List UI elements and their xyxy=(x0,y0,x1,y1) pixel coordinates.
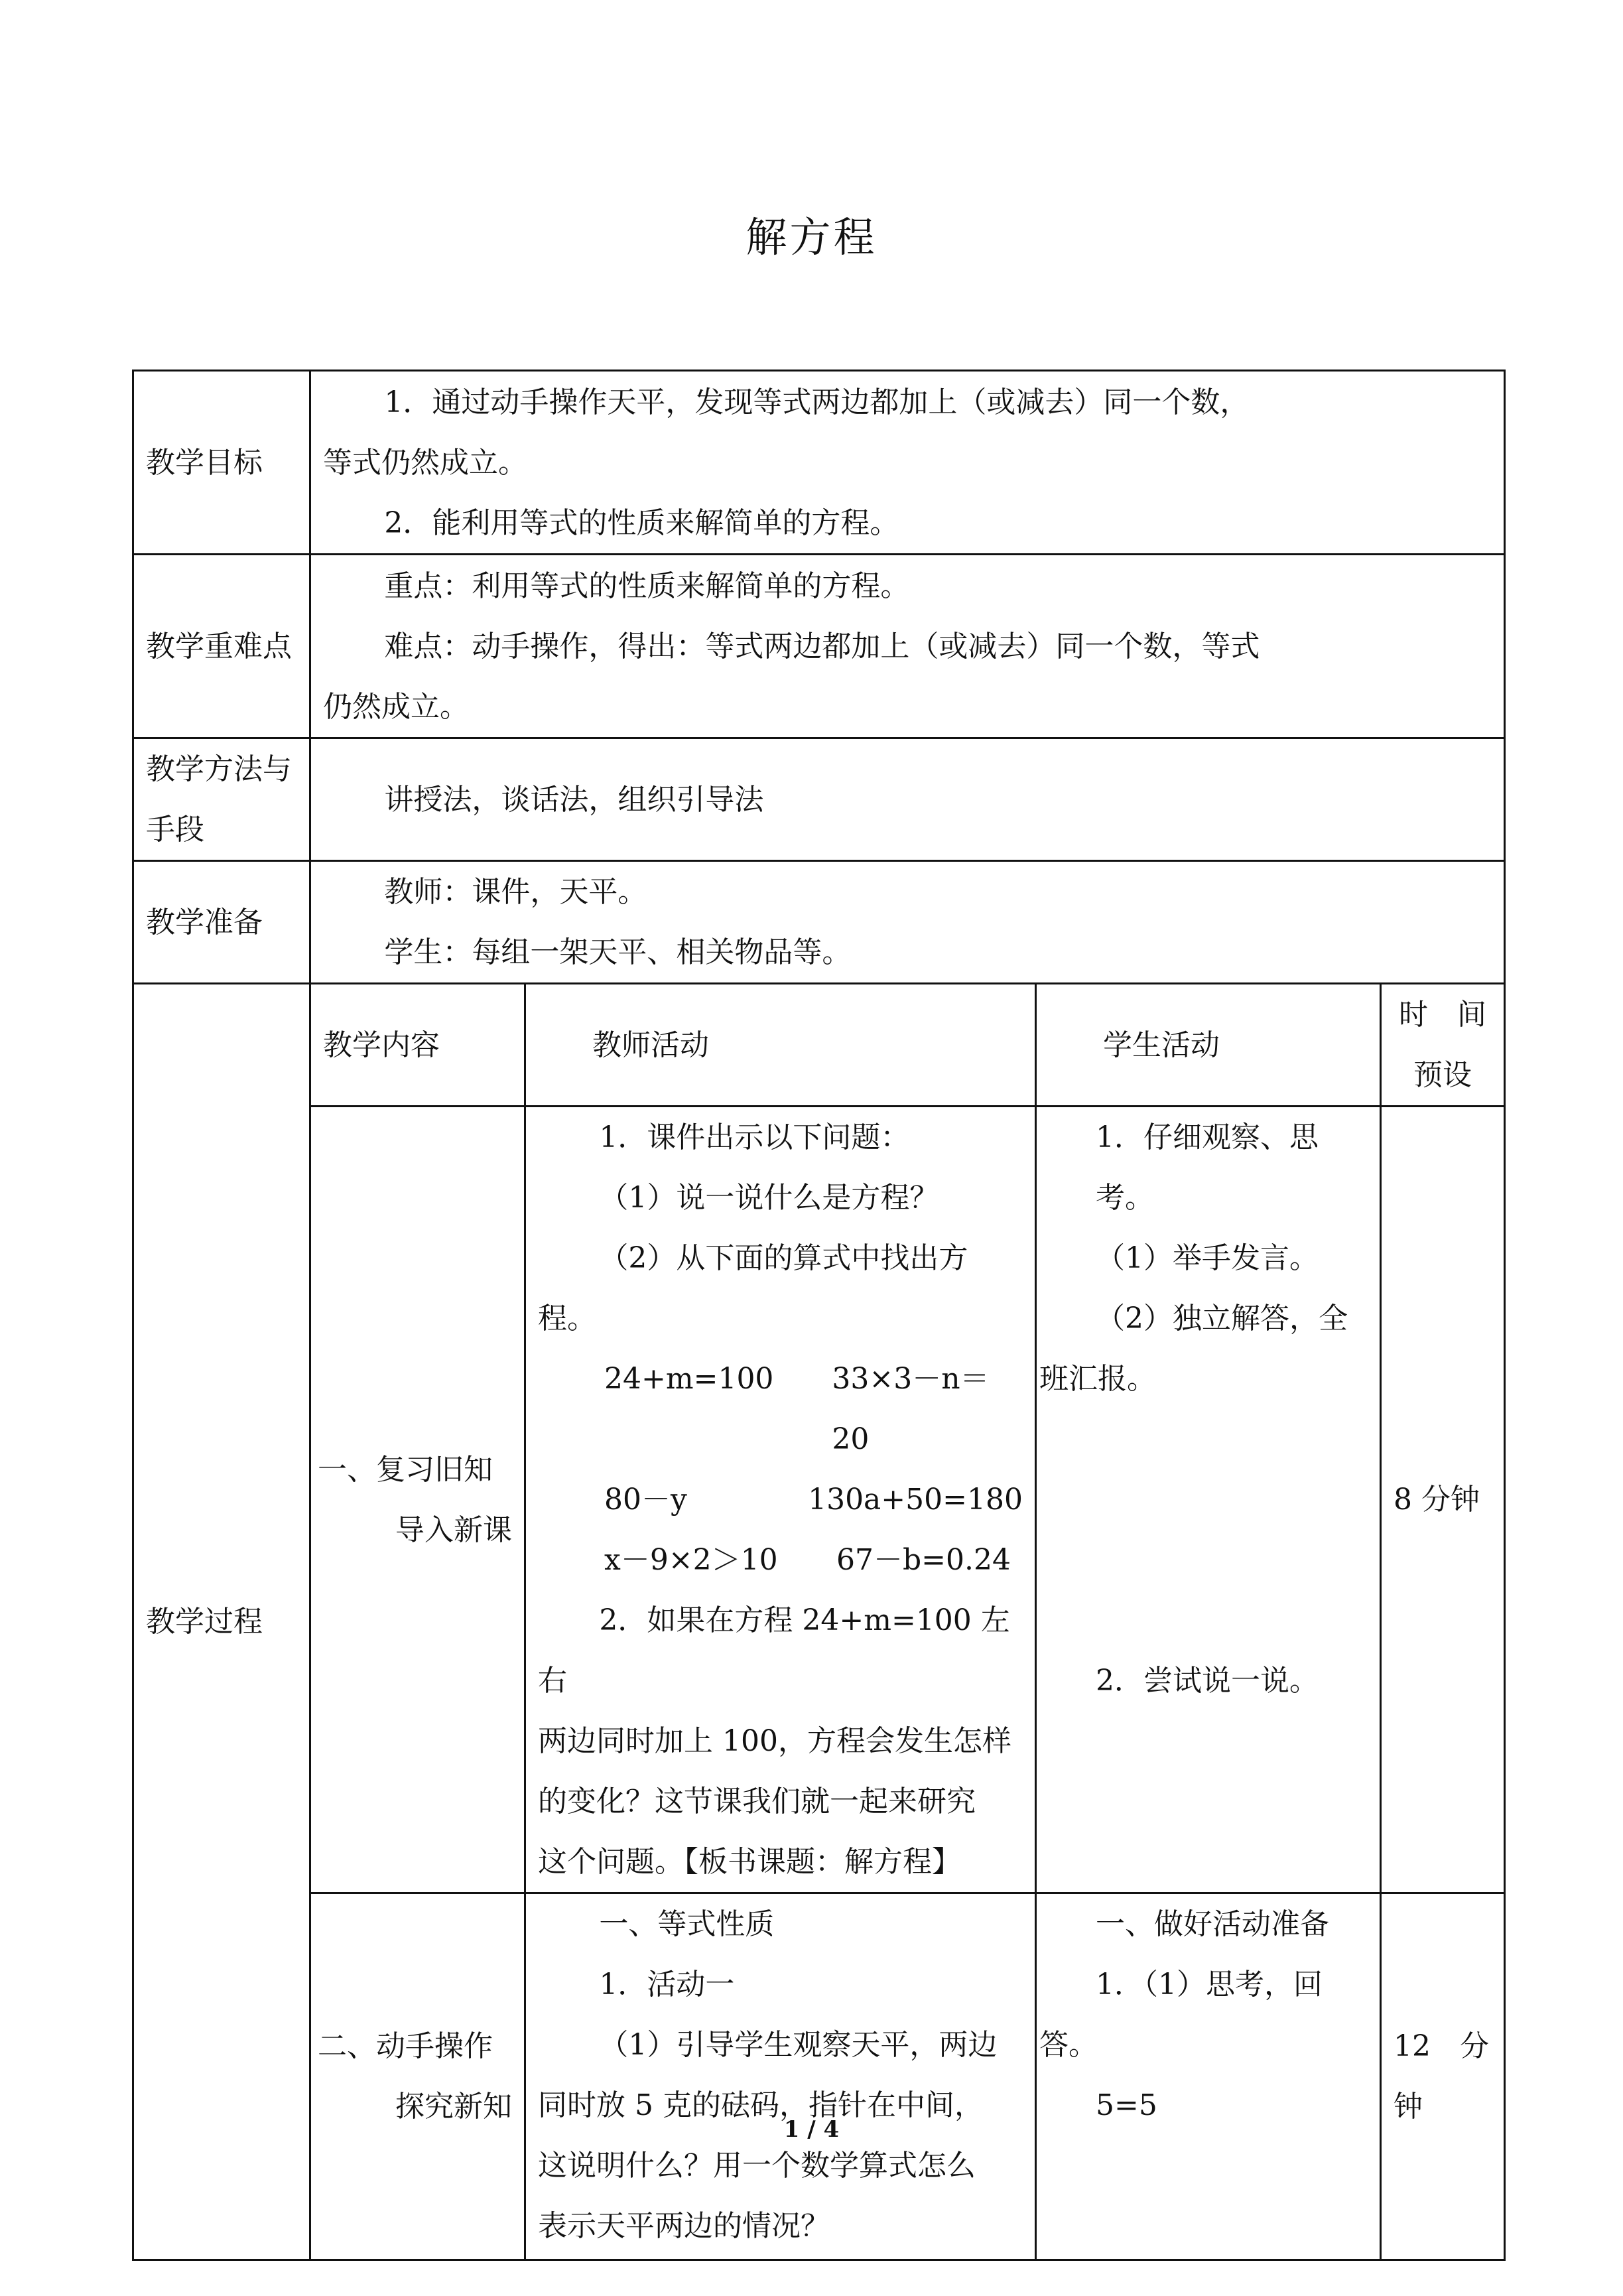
process-header-row xyxy=(133,984,1505,1107)
teacher-line: 这说明什么？用一个数学算式怎么 xyxy=(538,2149,976,2183)
equation-row xyxy=(538,1530,1023,1590)
equation: 33×3－n＝20 xyxy=(832,1362,990,1456)
key-points-row xyxy=(133,555,1505,738)
section-review-teacher xyxy=(525,1107,1036,1893)
teacher-line: 这个问题。【板书课题：解方程】 xyxy=(538,1845,961,1879)
key-points-line: 难点：动手操作，得出：等式两边都加上（或减去）同一个数，等式 xyxy=(384,629,1260,663)
header-time xyxy=(1381,984,1505,1107)
teacher-line: 表示天平两边的情况？ xyxy=(538,2209,830,2243)
teacher-line: 的变化？这节课我们就一起来研究 xyxy=(538,1785,976,1818)
teacher-line: （1）说一说什么是方程？ xyxy=(599,1181,939,1215)
equation: 80－y xyxy=(604,1483,687,1517)
equation-row xyxy=(538,1469,1023,1530)
key-points-line: 重点：利用等式的性质来解简单的方程。 xyxy=(384,569,910,603)
section-review-row xyxy=(133,1107,1505,1893)
objectives-line: 1．通过动手操作天平，发现等式两边都加上（或减去）同一个数， xyxy=(384,385,1250,419)
equation: 24+m=100 xyxy=(604,1362,774,1396)
student-line: 5=5 xyxy=(1096,2088,1157,2122)
header-student: 学生活动 xyxy=(1036,984,1381,1107)
equation: x－9×2＞10 xyxy=(604,1543,778,1577)
teacher-line: 同时放 5 克的砝码，指针在中间， xyxy=(538,2088,984,2122)
preparation-row xyxy=(133,861,1505,984)
section-review-subtitle: 导入新课 xyxy=(395,1513,512,1547)
student-line: （1）举手发言。 xyxy=(1096,1241,1319,1275)
header-time-line: 预设 xyxy=(1413,1058,1472,1092)
methods-row xyxy=(133,738,1505,861)
section-review-content xyxy=(310,1107,525,1893)
section-explore-teacher xyxy=(525,1893,1036,2260)
preparation-line: 学生：每组一架天平、相关物品等。 xyxy=(384,935,852,969)
section-review-time: 8 分钟 xyxy=(1381,1107,1505,1893)
student-line: 2．尝试说一说。 xyxy=(1096,1664,1319,1698)
teacher-line: 2．如果在方程 24+m=100 左右 xyxy=(538,1603,1010,1698)
teacher-line: 1．课件出示以下问题： xyxy=(599,1120,910,1154)
key-points-label: 教学重难点 xyxy=(133,555,310,738)
teacher-line: 程。 xyxy=(538,1302,596,1335)
methods-content: 讲授法，谈话法，组织引导法 xyxy=(310,738,1505,861)
lesson-plan-table xyxy=(132,370,1506,2261)
teacher-line: （1）引导学生观察天平，两边 xyxy=(599,2028,998,2062)
objectives-line: 等式仍然成立。 xyxy=(323,445,527,480)
student-line: 班汇报。 xyxy=(1039,1362,1156,1396)
preparation-content xyxy=(310,861,1505,984)
section-explore-content xyxy=(310,1893,525,2260)
section-explore-row xyxy=(133,1893,1505,2260)
teacher-line: （2）从下面的算式中找出方 xyxy=(599,1241,968,1275)
equation: 130a+50=180 xyxy=(808,1483,1023,1517)
student-line: 1．仔细观察、思考。 xyxy=(1096,1120,1319,1215)
teacher-line: 1．活动一 xyxy=(599,1968,735,2001)
student-line: （2）独立解答，全 xyxy=(1096,1302,1348,1335)
methods-label: 教学方法与手段 xyxy=(133,738,310,861)
time-line: 12 分 xyxy=(1394,2029,1489,2063)
equation-row xyxy=(538,1349,1023,1469)
preparation-label: 教学准备 xyxy=(133,861,310,984)
equation: 67－b=0.24 xyxy=(836,1543,1011,1577)
header-time-line: 时 间 xyxy=(1399,998,1486,1032)
page-number: 1 / 4 xyxy=(783,2116,840,2143)
section-explore-student xyxy=(1036,1893,1381,2260)
section-explore-time xyxy=(1381,1893,1505,2260)
key-points-line: 仍然成立。 xyxy=(323,689,469,724)
objectives-content xyxy=(310,371,1505,555)
teacher-line: 一、等式性质 xyxy=(599,1907,775,1941)
objectives-line: 2．能利用等式的性质来解简单的方程。 xyxy=(384,506,899,540)
objectives-row xyxy=(133,371,1505,555)
section-review-student xyxy=(1036,1107,1381,1893)
section-review-title: 一、复习旧知 xyxy=(318,1452,493,1487)
key-points-content xyxy=(310,555,1505,738)
process-label: 教学过程 xyxy=(133,984,310,2260)
header-content: 教学内容 xyxy=(310,984,525,1107)
objectives-label: 教学目标 xyxy=(133,371,310,555)
page-title: 解方程 xyxy=(746,213,877,261)
student-line: 1．（1）思考，回 xyxy=(1096,1968,1323,2001)
student-line: 答。 xyxy=(1039,2028,1098,2062)
student-line: 一、做好活动准备 xyxy=(1096,1907,1329,1941)
section-explore-subtitle: 探究新知 xyxy=(395,2090,512,2124)
preparation-line: 教师：课件，天平。 xyxy=(384,875,647,909)
time-line: 钟 xyxy=(1394,2090,1423,2124)
header-teacher: 教师活动 xyxy=(525,984,1036,1107)
teacher-line: 两边同时加上 100，方程会发生怎样 xyxy=(538,1724,1011,1758)
section-explore-title: 二、动手操作 xyxy=(318,2029,493,2063)
